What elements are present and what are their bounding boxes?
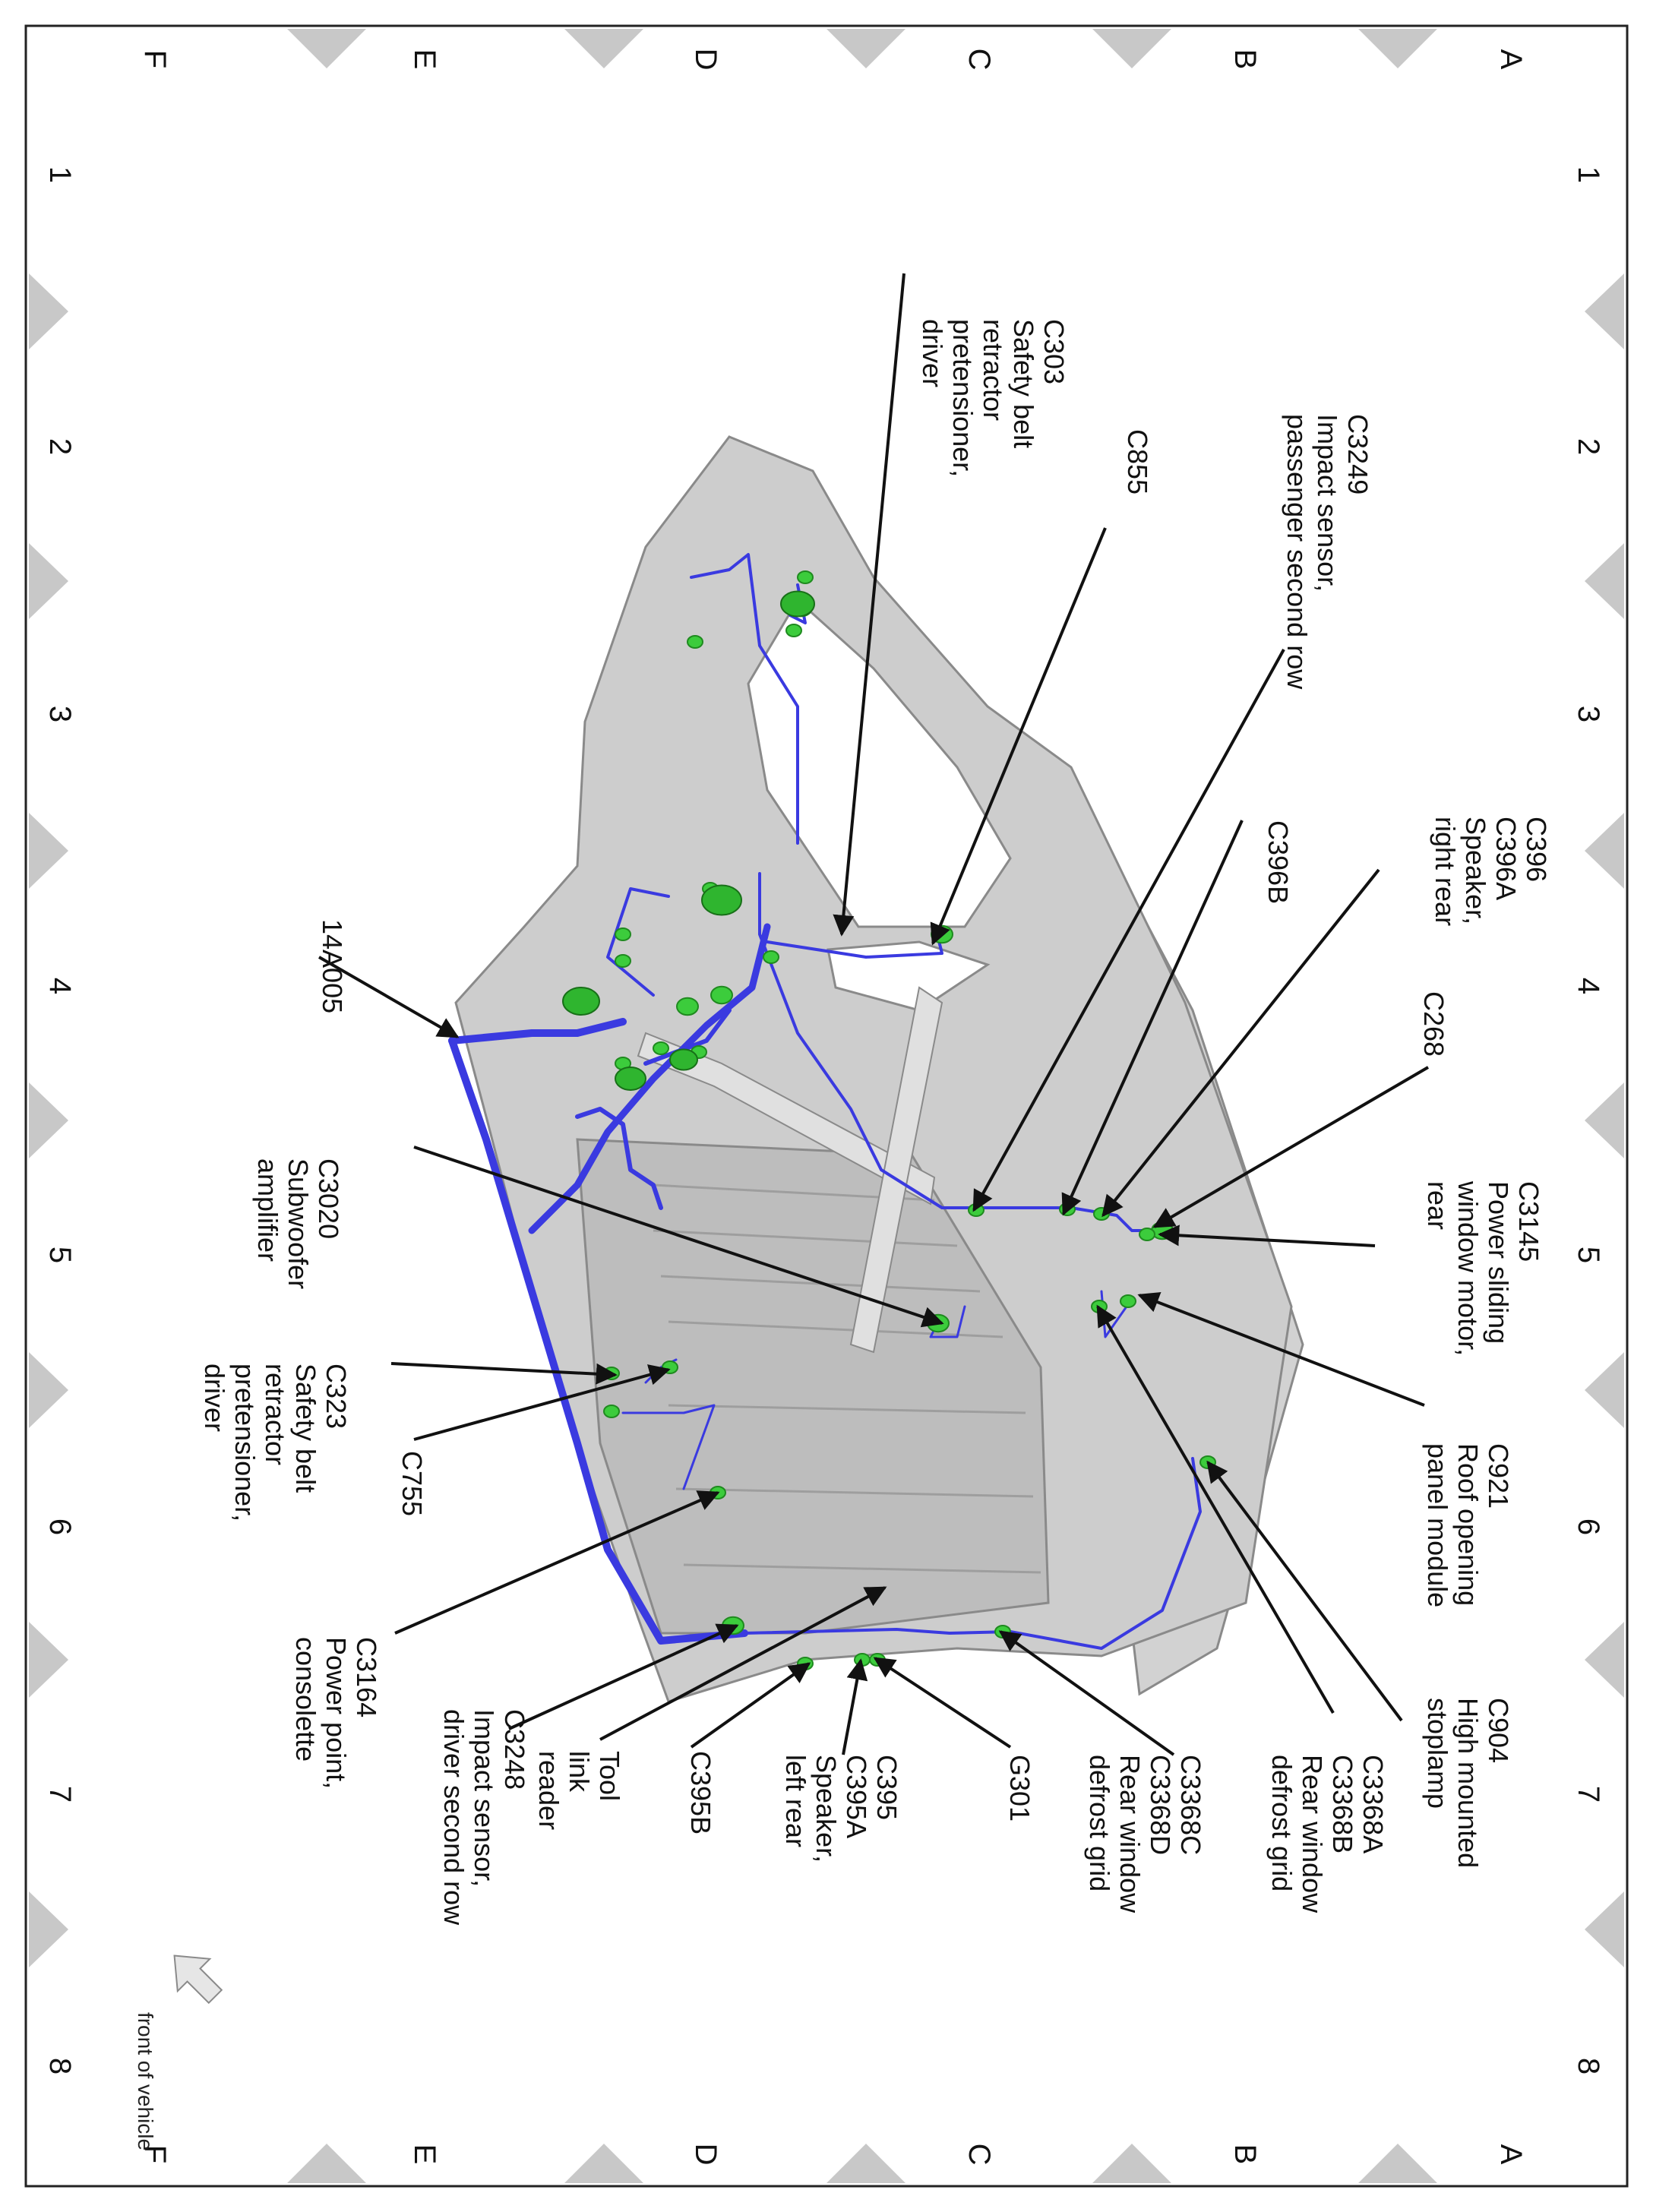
row-label-a-top: A — [1494, 49, 1528, 70]
callout-c3368c-line: C3368C — [1175, 1755, 1206, 1856]
front-of-vehicle-label: front of vehicle — [134, 2011, 157, 2151]
callout-g301-line: G301 — [1004, 1755, 1035, 1822]
callout-c3248-line: Impact sensor, — [469, 1709, 500, 1888]
front-arrow-icon — [158, 1939, 231, 2012]
col-label-8-right: 8 — [1572, 2057, 1605, 2075]
callout-c395-line: left rear — [780, 1755, 811, 1848]
col-label-4-right: 4 — [1572, 977, 1605, 995]
callout-c395 — [780, 1755, 902, 1863]
callout-c396-line: C396 — [1521, 817, 1552, 883]
callout-c3145-line: Power sliding — [1483, 1181, 1514, 1345]
grid-marker-bottom — [1092, 2144, 1171, 2183]
callout-c921-line: C921 — [1483, 1443, 1514, 1509]
callout-c323 — [199, 1364, 352, 1522]
front-of-vehicle-indicator — [134, 1939, 231, 2150]
row-label-e-bottom: E — [408, 2144, 441, 2165]
callout-c755-line: C755 — [397, 1451, 428, 1517]
col-label-3-right: 3 — [1572, 705, 1605, 723]
callout-g301 — [1004, 1755, 1035, 1822]
grid-marker-bottom — [1358, 2144, 1437, 2183]
row-label-c-top: C — [962, 48, 996, 71]
callout-c323-line: C323 — [321, 1364, 352, 1430]
row-label-c-bottom: C — [962, 2143, 996, 2166]
callout-c3164-line: C3164 — [351, 1637, 382, 1718]
callout-c268-line: C268 — [1418, 991, 1449, 1057]
grid-marker-left — [29, 813, 68, 889]
callout-c921-line: panel module — [1422, 1443, 1453, 1608]
col-label-3-left: 3 — [43, 705, 77, 723]
callout-c755 — [397, 1451, 428, 1516]
callout-c3368a-line: C3368B — [1327, 1755, 1358, 1854]
connector-marker — [687, 636, 703, 648]
callout-c3248-line: C3248 — [499, 1709, 530, 1790]
callout-c3164-line: consolette — [290, 1637, 321, 1762]
row-label-b-bottom: B — [1228, 2144, 1262, 2165]
vehicle-body-illustration — [456, 437, 1303, 1702]
grid-marker-top — [826, 29, 906, 68]
connector-marker — [615, 955, 631, 967]
callout-c3368c — [1084, 1755, 1206, 1913]
component-marker — [781, 592, 814, 617]
callout-c303-line: Safety belt — [1008, 319, 1039, 449]
callout-w14a005 — [317, 919, 348, 1013]
grid-marker-right — [1585, 1891, 1624, 1967]
connector-marker — [786, 624, 801, 637]
callout-c921-line: Roof opening — [1452, 1443, 1484, 1607]
callout-tool-line: reader — [533, 1751, 564, 1831]
callout-c855 — [1122, 429, 1153, 495]
row-label-d-top: D — [689, 48, 722, 71]
col-label-6-right: 6 — [1572, 1518, 1605, 1536]
grid-marker-bottom — [287, 2144, 366, 2183]
grid-marker-left — [29, 1622, 68, 1698]
callout-c921 — [1422, 1443, 1514, 1607]
grid-marker-top — [1092, 29, 1171, 68]
callout-c3145 — [1422, 1180, 1544, 1356]
callout-c3368c-line: Rear window — [1114, 1755, 1146, 1913]
connector-marker — [1139, 1228, 1155, 1240]
callout-c396b-line: C396B — [1263, 820, 1294, 905]
grid-marker-right — [1585, 543, 1624, 619]
callout-w14a005-line: 14A005 — [317, 919, 348, 1014]
grid-marker-right — [1585, 1082, 1624, 1158]
callout-c303 — [917, 319, 1070, 477]
col-label-5-right: 5 — [1572, 1246, 1605, 1264]
callout-c323-line: driver — [199, 1364, 230, 1433]
callout-c3368a-line: C3368A — [1357, 1755, 1389, 1854]
col-label-4-left: 4 — [43, 977, 77, 995]
grid-marker-left — [29, 273, 68, 349]
callout-c904 — [1422, 1698, 1514, 1868]
col-label-5-left: 5 — [43, 1246, 77, 1264]
grid-marker-right — [1585, 273, 1624, 349]
connector-marker — [763, 951, 779, 963]
col-label-1-right: 1 — [1572, 166, 1605, 184]
callout-c855-line: C855 — [1122, 429, 1153, 495]
callout-c3164-line: Power point, — [321, 1637, 352, 1790]
grid-marker-left — [29, 1352, 68, 1428]
callout-c3020-line: Subwoofer — [283, 1158, 314, 1290]
connector-marker — [855, 1654, 870, 1666]
connector-marker — [604, 1405, 619, 1417]
callout-c396-line: Speaker, — [1460, 817, 1491, 925]
connector-marker — [798, 571, 813, 583]
callout-c3249-line: Impact sensor, — [1312, 414, 1343, 592]
connector-marker — [1120, 1295, 1136, 1307]
callout-c3249-line: C3249 — [1342, 414, 1373, 495]
row-label-d-bottom: D — [689, 2143, 722, 2166]
col-label-7-right: 7 — [1572, 1785, 1605, 1803]
callout-tool-line: link — [564, 1751, 595, 1793]
callout-c3020-line: amplifier — [252, 1158, 283, 1262]
callout-c3020-line: C3020 — [313, 1158, 344, 1240]
callout-c396b — [1263, 820, 1294, 904]
callout-c303-line: C303 — [1038, 319, 1070, 385]
callout-c904-line: stoplamp — [1422, 1698, 1453, 1809]
row-label-f-bottom: F — [138, 2144, 172, 2164]
grid-marker-right — [1585, 813, 1624, 889]
callout-c904-line: C904 — [1483, 1698, 1514, 1764]
grid-marker-bottom — [564, 2144, 643, 2183]
grid-marker-left — [29, 1891, 68, 1967]
leader-line — [843, 1661, 861, 1755]
component-marker — [702, 886, 741, 915]
callout-c303-line: driver — [917, 319, 948, 388]
connector-marker — [711, 987, 732, 1003]
grid-marker-left — [29, 543, 68, 619]
callout-c3249-line: passenger second row — [1282, 414, 1313, 690]
callout-c3368c-line: C3368D — [1145, 1755, 1176, 1856]
col-label-7-left: 7 — [43, 1785, 77, 1803]
grid-marker-top — [287, 29, 366, 68]
grid-marker-top — [564, 29, 643, 68]
col-label-6-left: 6 — [43, 1518, 77, 1536]
callout-c396-line: C396A — [1490, 817, 1522, 901]
col-label-2-right: 2 — [1572, 438, 1605, 456]
grid-marker-top — [1358, 29, 1437, 68]
callout-c395-line: Speaker, — [811, 1755, 842, 1863]
callout-c3249 — [1282, 414, 1373, 690]
callout-c3164 — [290, 1637, 382, 1789]
callout-c3368a-line: Rear window — [1297, 1755, 1328, 1913]
row-label-b-top: B — [1228, 49, 1262, 70]
component-marker — [670, 1050, 697, 1070]
callout-c3145-line: C3145 — [1513, 1181, 1544, 1262]
callout-c323-line: pretensioner, — [229, 1364, 261, 1522]
callout-c323-line: Safety belt — [290, 1364, 321, 1493]
leader-line — [875, 1658, 1010, 1747]
callout-c396-line: right rear — [1430, 817, 1461, 927]
callout-c395-line: C395A — [841, 1755, 872, 1839]
callout-c395-line: C395 — [871, 1755, 902, 1821]
component-marker — [615, 1067, 646, 1090]
callout-c303-line: retractor — [978, 319, 1009, 422]
callout-c3145-line: rear — [1422, 1181, 1453, 1231]
row-label-a-bottom: A — [1494, 2144, 1528, 2165]
callout-c3368a-line: defrost grid — [1266, 1755, 1297, 1892]
row-label-f-top: F — [138, 49, 172, 69]
callout-c3020 — [252, 1158, 344, 1289]
callout-c303-line: pretensioner, — [947, 319, 978, 478]
callout-c323-line: retractor — [260, 1364, 291, 1466]
callout-c3248-line: driver second row — [438, 1709, 469, 1926]
connector-marker — [653, 1042, 668, 1054]
callout-c3248 — [438, 1709, 530, 1926]
callout-c3368c-line: defrost grid — [1084, 1755, 1115, 1892]
grid-marker-right — [1585, 1622, 1624, 1698]
grid-marker-bottom — [826, 2144, 906, 2183]
callout-c3145-line: window motor, — [1452, 1181, 1484, 1357]
col-label-2-left: 2 — [43, 438, 77, 456]
callout-c904-line: High mounted — [1452, 1698, 1484, 1869]
row-label-e-top: E — [408, 49, 441, 70]
callout-c395b-line: C395B — [685, 1751, 716, 1835]
callout-c268 — [1418, 991, 1449, 1057]
col-label-8-left: 8 — [43, 2057, 77, 2075]
connector-marker — [615, 928, 631, 940]
callout-c395b — [685, 1751, 716, 1834]
callout-c3368a — [1266, 1755, 1389, 1913]
grid-marker-left — [29, 1082, 68, 1158]
callout-tool-line: Tool — [594, 1751, 625, 1802]
component-marker — [563, 988, 599, 1015]
callout-tool — [533, 1751, 625, 1830]
col-label-1-left: 1 — [43, 166, 77, 184]
grid-marker-right — [1585, 1352, 1624, 1428]
callout-c396 — [1430, 817, 1552, 926]
connector-marker — [677, 998, 698, 1015]
